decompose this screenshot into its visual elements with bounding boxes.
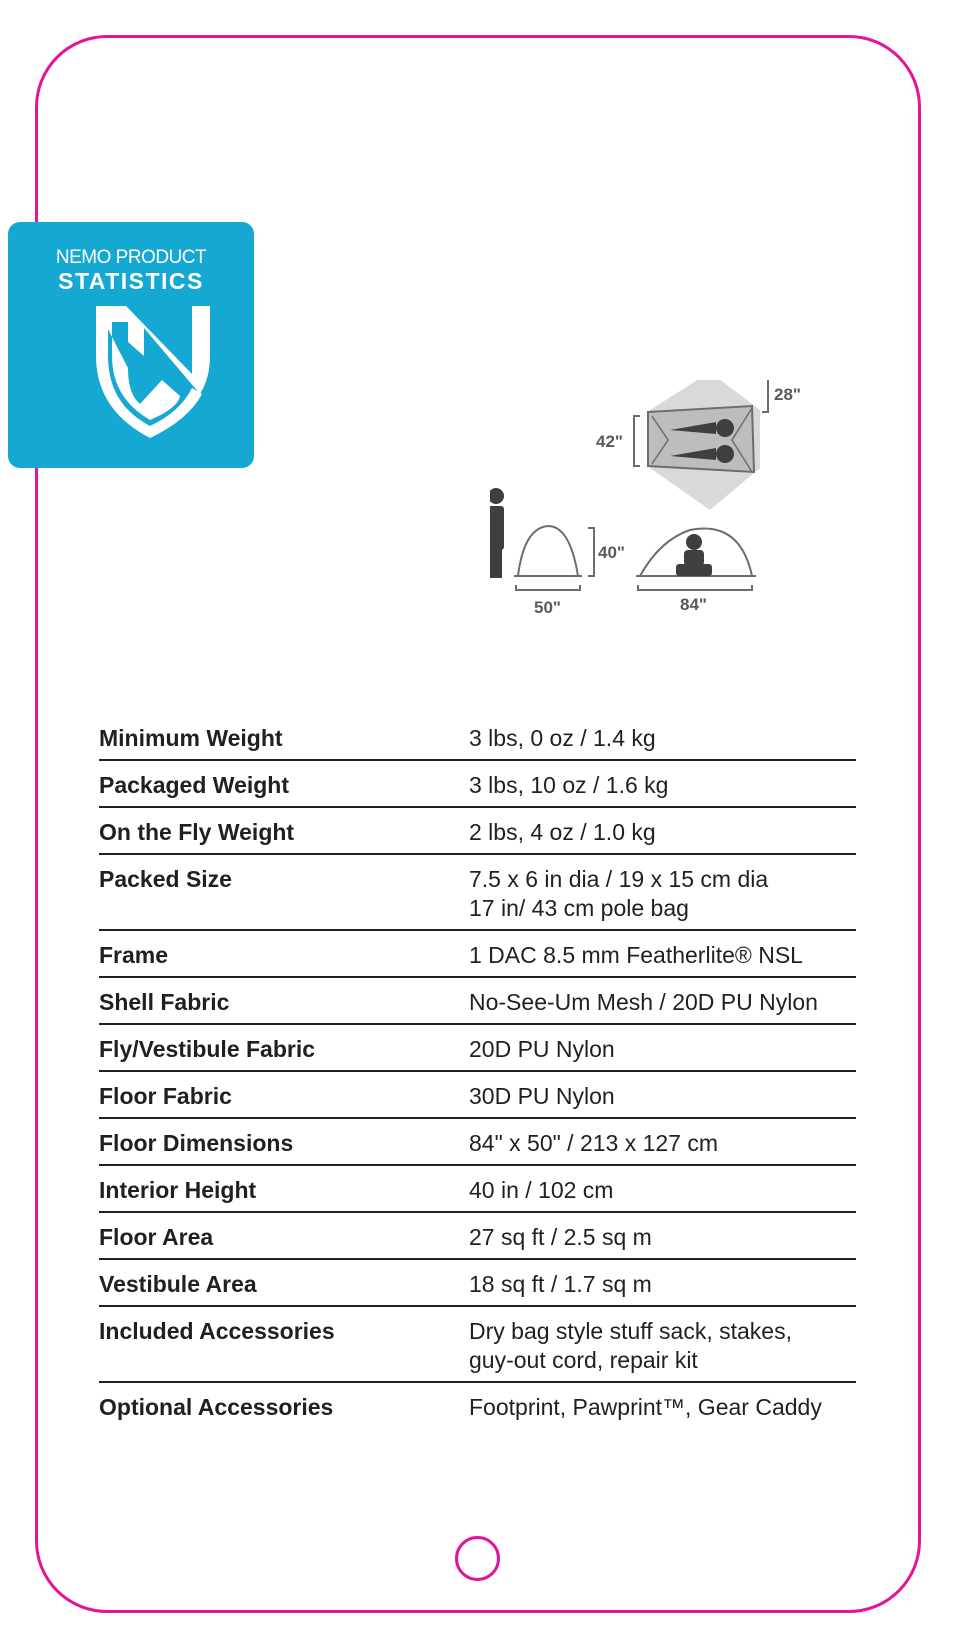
- spec-label: Included Accessories: [99, 1318, 335, 1344]
- spec-label: Vestibule Area: [99, 1271, 257, 1297]
- spec-value: [469, 1393, 856, 1422]
- spec-value-line: No-See-Um Mesh / 20D PU Nylon: [469, 989, 818, 1015]
- spec-label: Minimum Weight: [99, 725, 283, 751]
- top-width-label: 42": [596, 432, 623, 451]
- spec-value-line: 3 lbs, 10 oz / 1.6 kg: [469, 772, 669, 798]
- spec-value: [469, 1035, 856, 1064]
- spec-row: [99, 1166, 856, 1213]
- tent-floor-outline: [648, 406, 754, 472]
- tent-dimension-diagram: [490, 380, 870, 660]
- spec-value: [469, 941, 856, 970]
- spec-row: [99, 1383, 856, 1428]
- spec-row: [99, 1213, 856, 1260]
- product-specs-table: [99, 714, 856, 1428]
- spec-value: [469, 1270, 856, 1299]
- spec-label: Shell Fabric: [99, 989, 230, 1015]
- spec-value-line: 1 DAC 8.5 mm Featherlite® NSL: [469, 942, 803, 968]
- person-icon: [490, 488, 504, 504]
- badge-title-line2: STATISTICS: [58, 268, 204, 294]
- spec-row: [99, 1119, 856, 1166]
- spec-row: [99, 1260, 856, 1307]
- spec-value-line: 30D PU Nylon: [469, 1083, 615, 1109]
- spec-value-line: guy-out cord, repair kit: [469, 1347, 698, 1373]
- spec-value-line: Footprint, Pawprint™, Gear Caddy: [469, 1394, 822, 1420]
- spec-value-line: 2 lbs, 4 oz / 1.0 kg: [469, 819, 656, 845]
- spec-label: On the Fly Weight: [99, 819, 295, 845]
- sitting-person-icon: [686, 534, 702, 550]
- spec-label: Floor Area: [99, 1224, 214, 1250]
- home-button[interactable]: [455, 1536, 500, 1581]
- spec-value: [469, 865, 856, 923]
- spec-value: [469, 988, 856, 1017]
- spec-row: [99, 1307, 856, 1383]
- badge-title-line1: NEMO PRODUCT: [55, 247, 207, 268]
- spec-label: Fly/Vestibule Fabric: [99, 1036, 316, 1062]
- spec-row: [99, 855, 856, 931]
- spec-label: Packaged Weight: [99, 772, 290, 798]
- spec-value-line: 3 lbs, 0 oz / 1.4 kg: [469, 725, 656, 751]
- spec-row: [99, 808, 856, 855]
- interior-height-label: 40": [598, 543, 625, 562]
- spec-value: [469, 724, 856, 753]
- spec-row: [99, 1072, 856, 1119]
- spec-row: [99, 714, 856, 761]
- spec-value-line: Dry bag style stuff sack, stakes,: [469, 1318, 792, 1344]
- spec-value: [469, 771, 856, 800]
- spec-row: [99, 978, 856, 1025]
- spec-value-line: 7.5 x 6 in dia / 19 x 15 cm dia: [469, 866, 769, 892]
- spec-value: [469, 1223, 856, 1252]
- spec-value: [469, 1176, 856, 1205]
- spec-label: Floor Fabric: [99, 1083, 232, 1109]
- spec-value-line: 18 sq ft / 1.7 sq m: [469, 1271, 652, 1297]
- nemo-shield-logo-icon: [88, 298, 218, 446]
- spec-value-line: 27 sq ft / 2.5 sq m: [469, 1224, 652, 1250]
- spec-value: [469, 818, 856, 847]
- spec-label: Optional Accessories: [99, 1394, 334, 1420]
- spec-value: [469, 1129, 856, 1158]
- spec-row: [99, 1025, 856, 1072]
- tent-front-view: [518, 526, 578, 576]
- nemo-statistics-badge: [8, 222, 254, 468]
- spec-label: Floor Dimensions: [99, 1130, 294, 1156]
- spec-value-line: 84" x 50" / 213 x 127 cm: [469, 1130, 719, 1156]
- spec-label: Interior Height: [99, 1177, 257, 1203]
- spec-value-line: 20D PU Nylon: [469, 1036, 615, 1062]
- spec-row: [99, 931, 856, 978]
- peak-height-label: 28": [774, 385, 801, 404]
- spec-value: [469, 1082, 856, 1111]
- width-label: 50": [534, 598, 561, 617]
- spec-label: Frame: [99, 942, 169, 968]
- spec-value-line: 17 in/ 43 cm pole bag: [469, 895, 689, 921]
- spec-label: Packed Size: [99, 866, 232, 892]
- spec-value-line: 40 in / 102 cm: [469, 1177, 614, 1203]
- spec-value: [469, 1317, 856, 1375]
- spec-row: [99, 761, 856, 808]
- length-label: 84": [680, 595, 707, 614]
